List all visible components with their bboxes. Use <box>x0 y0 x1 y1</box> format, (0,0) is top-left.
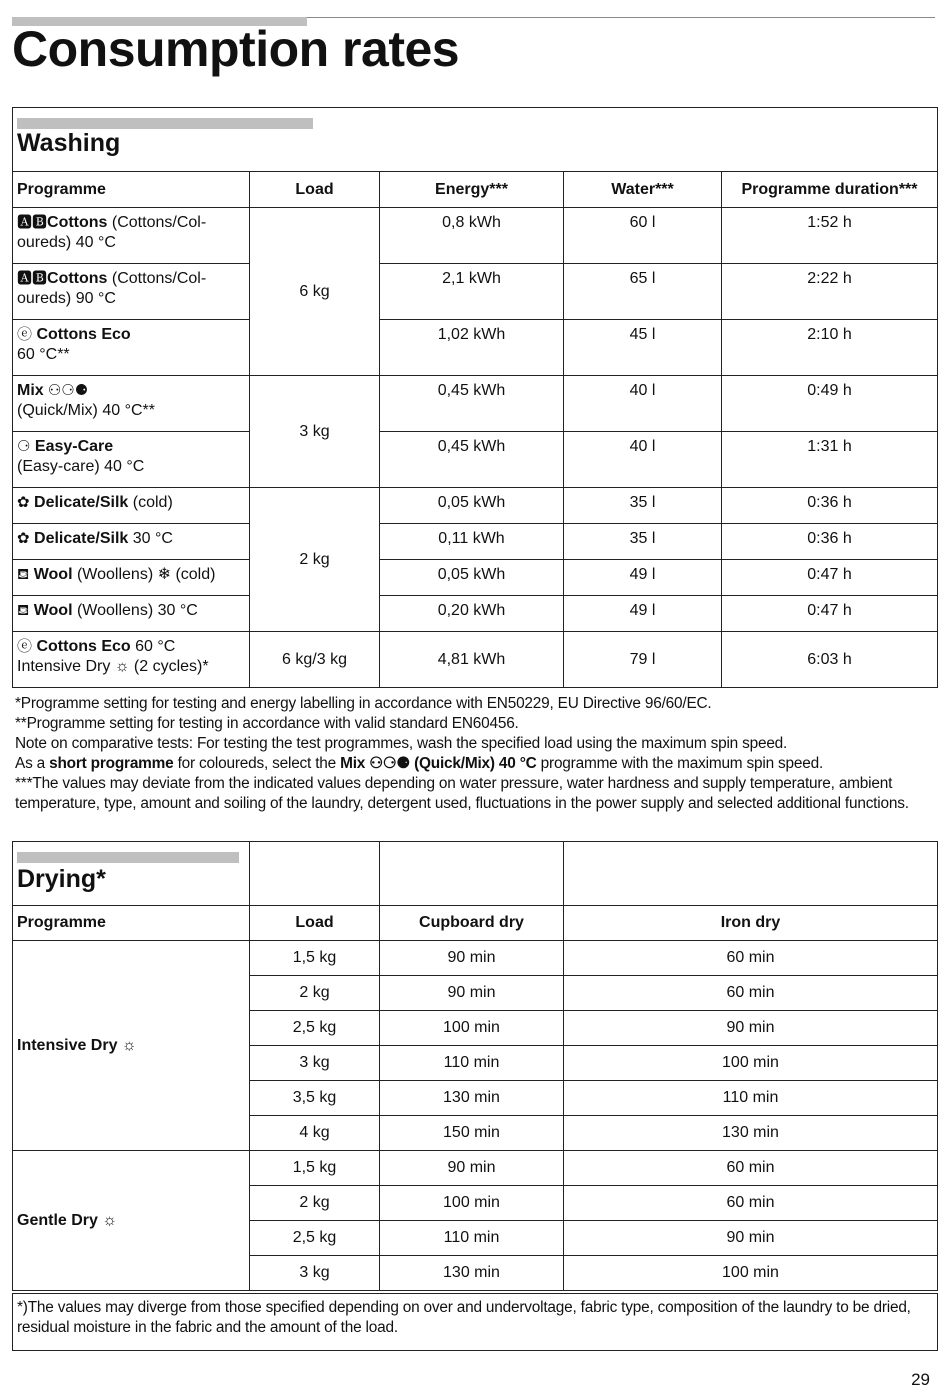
note: ***The values may deviate from the indicated values depending on water pressure, water hardness and supply temperature, ambient temperature, type, amount and soiling of the laundry, detergent used, fluctuations in the power supply and selected additional functions. <box>15 775 909 812</box>
note <box>15 754 935 774</box>
programme-name: Mix <box>17 382 44 399</box>
programme-name: Easy-Care <box>34 438 114 455</box>
energy-cell: 0,8 kWh <box>380 208 564 264</box>
programme-detail: oureds) 90 °C <box>17 290 116 307</box>
energy-cell: 0,45 kWh <box>380 376 564 432</box>
duration-cell: 0:49 h <box>722 376 938 432</box>
mix-icon: ⚇⚆⚈ <box>43 382 89 399</box>
wool-icon: ⛾ <box>17 566 30 583</box>
programme-detail: 60 °C <box>130 638 176 655</box>
programme-name: Wool <box>33 602 73 619</box>
duration-cell: 0:47 h <box>722 560 938 596</box>
col-load: Load <box>250 172 380 208</box>
washing-section-bar <box>17 118 313 129</box>
page-title: Consumption rates <box>12 21 460 77</box>
water-cell: 35 l <box>564 488 722 524</box>
col-programme: Programme <box>13 906 250 941</box>
iron-cell: 60 min <box>564 976 938 1011</box>
note-bold: short programme <box>49 755 174 772</box>
energy-cell: 1,02 kWh <box>380 320 564 376</box>
header-rule <box>307 17 935 18</box>
duration-cell: 6:03 h <box>722 632 938 688</box>
programme-detail: (Woollens) 30 °C <box>72 602 198 619</box>
col-cupboard-dry: Cupboard dry <box>380 906 564 941</box>
water-cell: 40 l <box>564 432 722 488</box>
programme-detail: oureds) 40 °C <box>17 234 116 251</box>
energy-cell: 4,81 kWh <box>380 632 564 688</box>
load-cell: 3 kg <box>250 376 380 488</box>
iron-cell: 100 min <box>564 1256 938 1291</box>
note-text: programme with the maximum spin speed. <box>536 755 824 772</box>
table-row <box>13 488 938 524</box>
wool-icon: ⛾ <box>17 602 30 619</box>
intensive-dry-label: Intensive Dry ☼ <box>13 941 250 1151</box>
col-programme: Programme <box>13 172 250 208</box>
table-row <box>13 524 938 560</box>
programme-detail: 60 °C** <box>17 346 70 363</box>
programme-name: Cottons <box>47 270 108 287</box>
programme-name: Delicate/Silk <box>34 530 129 547</box>
iron-cell: 100 min <box>564 1046 938 1081</box>
load-cell: 2 kg <box>250 1186 380 1221</box>
water-cell: 35 l <box>564 524 722 560</box>
note: Note on comparative tests: For testing the test programmes, wash the specified load using the maximum spin speed. <box>15 735 788 752</box>
water-cell: 49 l <box>564 560 722 596</box>
programme-name: Wool <box>33 566 73 583</box>
table-row <box>13 208 938 264</box>
iron-cell: 130 min <box>564 1116 938 1151</box>
water-cell: 49 l <box>564 596 722 632</box>
load-cell: 3,5 kg <box>250 1081 380 1116</box>
table-row <box>13 560 938 596</box>
load-cell: 2,5 kg <box>250 1221 380 1256</box>
washing-title: Washing <box>17 129 121 157</box>
load-cell: 2,5 kg <box>250 1011 380 1046</box>
eco-icon: ⓔ <box>17 638 33 655</box>
load-cell: 1,5 kg <box>250 941 380 976</box>
programme-detail: (Cottons/Col- <box>107 214 207 231</box>
programme-name: Delicate/Silk <box>34 494 129 511</box>
delicate-icon: ✿ <box>17 494 30 511</box>
load-cell: 2 kg <box>250 488 380 632</box>
energy-cell: 0,11 kWh <box>380 524 564 560</box>
eco-icon: ⓔ <box>17 326 33 343</box>
programme-detail: (Easy-care) 40 °C <box>17 458 145 475</box>
note: *Programme setting for testing and energy labelling in accordance with EN50229, EU Directive 96/60/EC. <box>15 695 712 712</box>
programme-detail: Intensive Dry ☼ (2 cycles)* <box>17 658 209 675</box>
table-row <box>13 264 938 320</box>
programme-detail: (Woollens) ❄ (cold) <box>72 566 216 583</box>
water-cell: 60 l <box>564 208 722 264</box>
page-number: 29 <box>911 1370 930 1389</box>
programme-name: Cottons Eco <box>36 638 131 655</box>
duration-cell: 1:31 h <box>722 432 938 488</box>
energy-cell: 0,20 kWh <box>380 596 564 632</box>
iron-cell: 60 min <box>564 941 938 976</box>
delicate-icon: ✿ <box>17 530 30 547</box>
note-text: for coloureds, select the <box>173 755 341 772</box>
cupboard-cell: 90 min <box>380 976 564 1011</box>
duration-cell: 2:10 h <box>722 320 938 376</box>
gentle-dry-label: Gentle Dry ☼ <box>13 1151 250 1291</box>
energy-cell: 0,45 kWh <box>380 432 564 488</box>
cupboard-cell: 90 min <box>380 941 564 976</box>
col-water: Water*** <box>564 172 722 208</box>
table-row <box>13 596 938 632</box>
water-cell: 40 l <box>564 376 722 432</box>
energy-cell: 2,1 kWh <box>380 264 564 320</box>
drying-title: Drying* <box>17 865 106 893</box>
note-text: As a <box>15 755 50 772</box>
iron-cell: 60 min <box>564 1151 938 1186</box>
drying-footnote: *)The values may diverge from those specified depending on over and undervoltage, fabric type, composition of the laundry to be dried, residual moisture in the fabric and the amount of the load. <box>12 1293 938 1351</box>
note: **Programme setting for testing in accordance with valid standard EN60456. <box>15 715 519 732</box>
col-iron-dry: Iron dry <box>564 906 938 941</box>
col-energy: Energy*** <box>380 172 564 208</box>
programme-name: Cottons Eco <box>36 326 131 343</box>
table-row <box>13 432 938 488</box>
load-cell: 4 kg <box>250 1116 380 1151</box>
table-row <box>13 1151 938 1186</box>
load-cell: 6 kg <box>250 208 380 376</box>
cupboard-cell: 100 min <box>380 1186 564 1221</box>
note-bold: Mix ⚇⚆⚈ (Quick/Mix) 40 °C <box>340 755 537 772</box>
iron-cell: 110 min <box>564 1081 938 1116</box>
water-cell: 45 l <box>564 320 722 376</box>
cupboard-cell: 130 min <box>380 1081 564 1116</box>
table-row <box>13 941 938 976</box>
washing-table <box>12 107 938 688</box>
easy-care-icon: ⚆ <box>17 438 31 455</box>
drying-section-bar <box>17 852 239 863</box>
duration-cell: 2:22 h <box>722 264 938 320</box>
cupboard-cell: 150 min <box>380 1116 564 1151</box>
load-cell: 2 kg <box>250 976 380 1011</box>
table-row <box>13 376 938 432</box>
table-row <box>13 320 938 376</box>
duration-cell: 0:36 h <box>722 524 938 560</box>
table-row <box>13 632 938 688</box>
load-cell: 3 kg <box>250 1256 380 1291</box>
load-cell: 6 kg/3 kg <box>250 632 380 688</box>
energy-cell: 0,05 kWh <box>380 488 564 524</box>
cupboard-cell: 100 min <box>380 1011 564 1046</box>
duration-cell: 1:52 h <box>722 208 938 264</box>
water-cell: 79 l <box>564 632 722 688</box>
cottons-icon: 🅰🅱 <box>17 214 48 231</box>
programme-detail: (cold) <box>128 494 173 511</box>
load-cell: 3 kg <box>250 1046 380 1081</box>
iron-cell: 90 min <box>564 1221 938 1256</box>
cottons-icon: 🅰🅱 <box>17 270 48 287</box>
cupboard-cell: 90 min <box>380 1151 564 1186</box>
iron-cell: 60 min <box>564 1186 938 1221</box>
washing-notes <box>15 694 935 814</box>
duration-cell: 0:36 h <box>722 488 938 524</box>
col-load: Load <box>250 906 380 941</box>
water-cell: 65 l <box>564 264 722 320</box>
programme-detail: (Quick/Mix) 40 °C** <box>17 402 155 419</box>
load-cell: 1,5 kg <box>250 1151 380 1186</box>
iron-cell: 90 min <box>564 1011 938 1046</box>
duration-cell: 0:47 h <box>722 596 938 632</box>
cupboard-cell: 110 min <box>380 1221 564 1256</box>
cupboard-cell: 130 min <box>380 1256 564 1291</box>
energy-cell: 0,05 kWh <box>380 560 564 596</box>
programme-detail: 30 °C <box>128 530 173 547</box>
drying-table <box>12 841 938 1291</box>
programme-detail: (Cottons/Col- <box>107 270 207 287</box>
col-duration: Programme duration*** <box>722 172 938 208</box>
programme-name: Cottons <box>47 214 108 231</box>
cupboard-cell: 110 min <box>380 1046 564 1081</box>
